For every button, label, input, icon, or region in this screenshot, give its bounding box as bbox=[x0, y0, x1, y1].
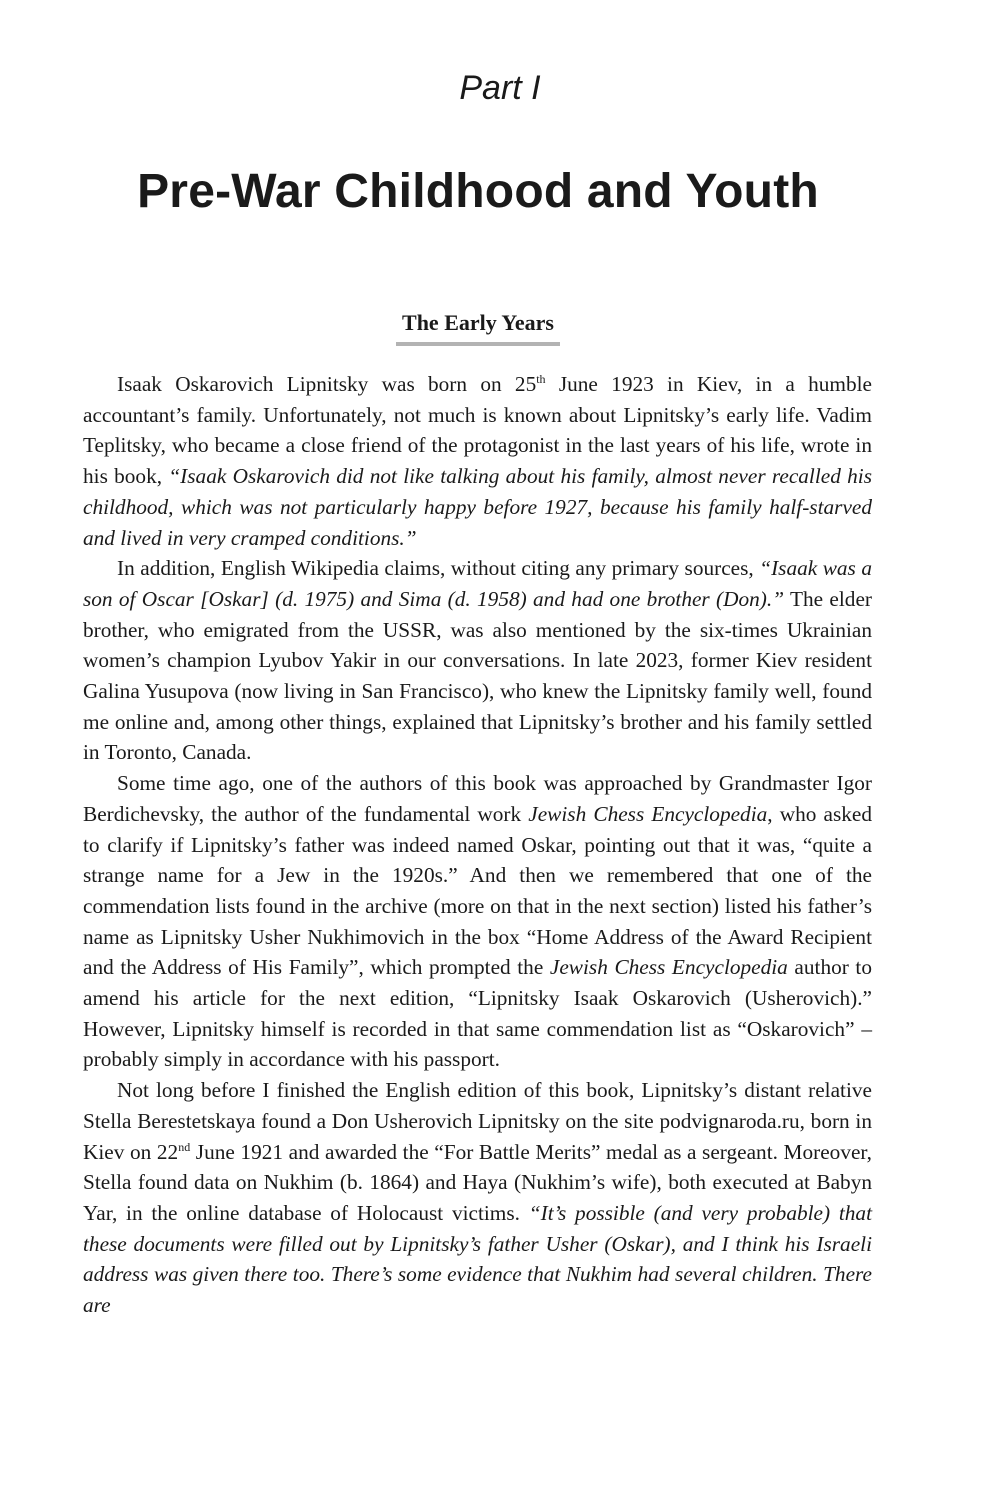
chapter-title: Pre-War Childhood and Youth bbox=[137, 165, 819, 218]
quotation: “Isaak was a son of Oscar [Oskar] (d. 1975) and Sima (d. 1958) and had one brother (Don).” bbox=[83, 556, 872, 611]
quotation: “Isaak Oskarovich did not like talking about his family, almost never recalled his childhood, which was not particularly happy before 1927, because his family half-starved and lived in very cramped conditions.” bbox=[83, 464, 872, 550]
paragraph: In addition, English Wikipedia claims, without citing any primary sources, “Isaak was a son of Oscar [Oskar] (d. 1975) and Sima (d. 1958) and had one brother (Don).” The elder brother, who emigrated from the USSR, was also mentioned by the six-times Ukrainian women’s champion Lyubov Yakir in our conversations. In late 2023, former Kiev resident Galina Yusupova (now living in San Francisco), who knew the Lipnitsky family well, found me online and, among other things, explained that Lipnitsky’s brother and his family settled in Toronto, Canada. bbox=[83, 556, 872, 765]
quotation: “It’s possible (and very probable) that these documents were filled out by Lipnitsky’s father Usher (Oskar), and I think his Israeli address was given there too. There’s some evidence that Nukhim had several children. There are bbox=[83, 1200, 873, 1318]
paragraph: Not long before I finished the English edition of this book, Lipnitsky’s distant relative Stella Berestetskaya found a Don Usherovich Lipnitsky on the site podvignaroda.ru, born in Kiev on 22nd June 1921 and awarded the “For Battle Merits” medal as a sergeant. Moreover, Stella found data on Nukhim (b. 1864) and Haya (Nukhim’s wife), both executed at Babyn Yar, in the online database of Holocaust victims. “It’s possible (and very probable) that these documents were filled out by Lipnitsky’s father Usher (Oskar), and I think his Israeli address was given there too. There’s some evidence that Nukhim had several children. There are bbox=[83, 1078, 873, 1318]
section-heading: The Early Years bbox=[396, 308, 560, 346]
book-title: Jewish Chess Encyclopedia bbox=[549, 955, 788, 980]
superscript: th bbox=[536, 372, 546, 386]
book-title: Jewish Chess Encyclopedia bbox=[528, 801, 768, 826]
body-text bbox=[83, 369, 872, 1321]
paragraph: Some time ago, one of the authors of this book was approached by Grandmaster Igor Berdichevsky, the author of the fundamental work Jewish Chess Encyclopedia, who asked to clarify if Lipnitsky’s father was indeed named Oskar, pointing out that it was, “quite a strange name for a Jew in the 1920s.” And then we remembered that one of the commendation lists found in the archive (more on that in the next section) listed his father’s name as Lipnitsky Usher Nukhimovich in the box “Home Address of the Award Recipient and the Address of His Family”, which prompted the Jewish Chess Encyclopedia author to amend his article for the next edition, “Lipnitsky Isaak Oskarovich (Usherovich).” However, Lipnitsky himself is recorded in that same commendation list as “Oskarovich” – probably simply in accordance with his passport. bbox=[83, 771, 872, 1072]
superscript: nd bbox=[178, 1139, 191, 1154]
part-label: Part I bbox=[459, 69, 541, 107]
section-heading-wrap bbox=[0, 308, 956, 346]
paragraph: Isaak Oskarovich Lipnitsky was born on 25th June 1923 in Kiev, in a humble accountant’s family. Unfortunately, not much is known about Lipnitsky’s early life. Vadim Teplitsky, who became a close friend of the protagonist in the last years of his life, wrote in his book, “Isaak Oskarovich did not like talking about his family, almost never recalled his childhood, which was not particularly happy before 1927, because his family half-starved and lived in very cramped conditions.” bbox=[83, 372, 872, 550]
